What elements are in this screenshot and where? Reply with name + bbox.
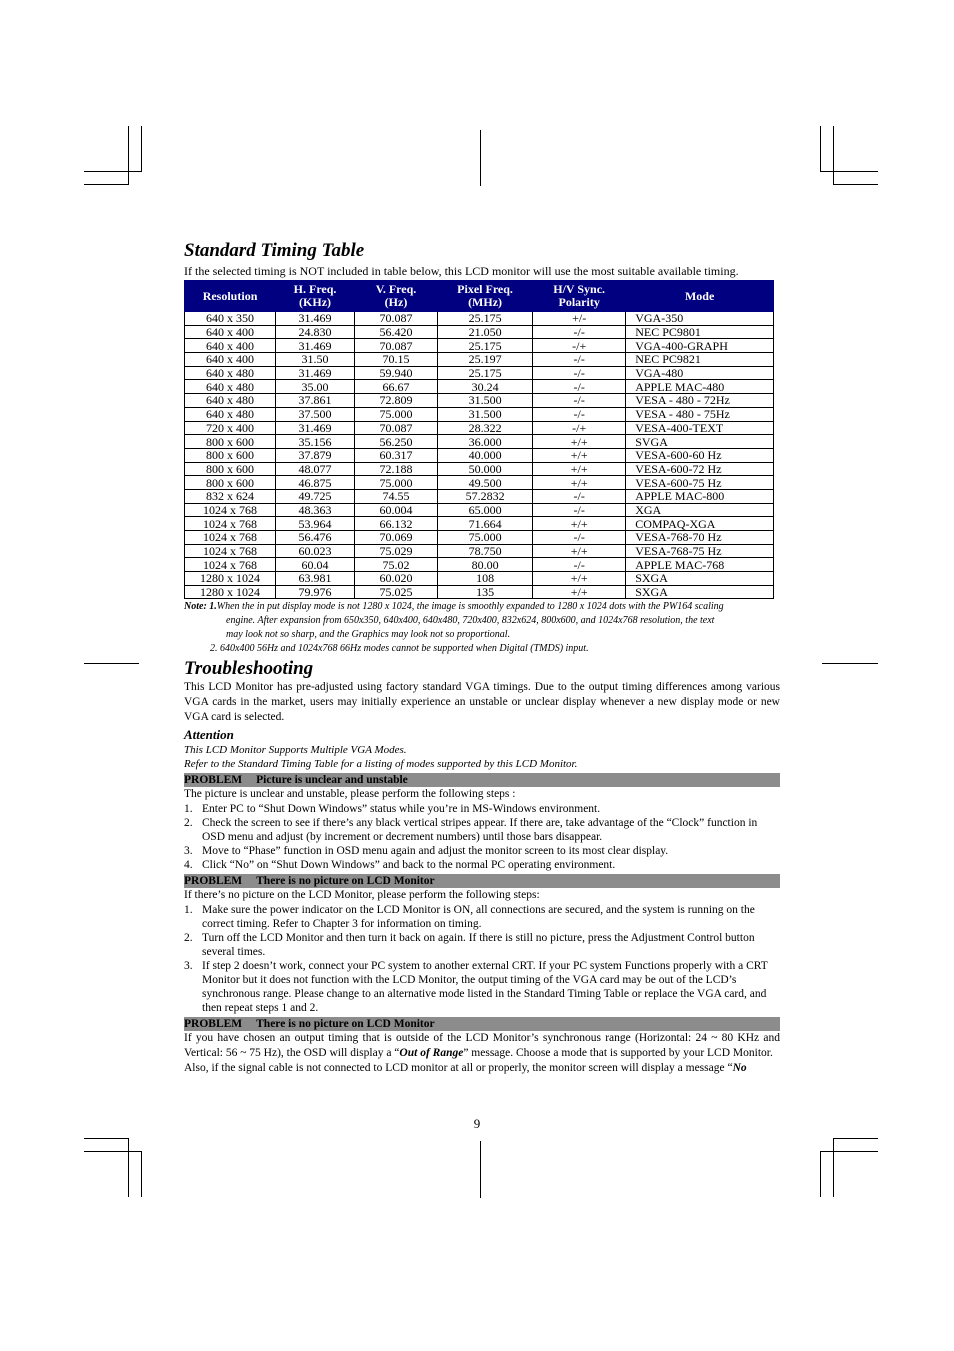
table-cell: 35.00 (276, 380, 355, 394)
problem-title: There is no picture on LCD Monitor (256, 1018, 435, 1031)
column-header-line: H. Freq. (293, 282, 337, 296)
table-cell: 36.000 (438, 435, 533, 449)
table-cell: 31.50 (276, 353, 355, 367)
problem-intro: The picture is unclear and unstable, please perform the following steps : (184, 788, 516, 801)
table-cell: VESA-400-TEXT (626, 421, 774, 435)
table-cell: 720 x 400 (185, 421, 276, 435)
list-item (184, 903, 780, 931)
table-cell: -/- (533, 489, 626, 503)
problem-paragraph-2 (184, 1061, 780, 1076)
table-cell: 640 x 480 (185, 380, 276, 394)
table-row (185, 462, 774, 476)
table-cell: VGA-350 (626, 312, 774, 326)
crop-mark (833, 184, 878, 185)
table-row (185, 531, 774, 545)
timing-intro: If the selected timing is NOT included in table below, this LCD monitor will use the most suitable available timing. (184, 264, 739, 278)
step-text: Enter PC to “Shut Down Windows” status while you’re in MS-Windows environment. (202, 803, 601, 816)
note-1-line-3: may look not so sharp, and the Graphics may look not so proportional. (226, 629, 511, 641)
table-cell: -/- (533, 366, 626, 380)
column-header-line: H/V Sync. (553, 282, 606, 296)
column-header (276, 281, 355, 312)
table-cell: 31.469 (276, 421, 355, 435)
table-cell: 28.322 (438, 421, 533, 435)
note-2: 2. 640x400 56Hz and 1024x768 66Hz modes cannot be supported when Digital (TMDS) input. (210, 643, 589, 655)
table-cell: 75.029 (355, 544, 438, 558)
table-cell: APPLE MAC-768 (626, 558, 774, 572)
problem-title: Picture is unclear and unstable (256, 774, 408, 787)
text-segment: ” message. Choose a mode that is supported by your LCD Monitor. (463, 1047, 773, 1060)
table-cell: -/- (533, 380, 626, 394)
step-text: Check the screen to see if there’s any black vertical stripes appear. If there are, take advantage of the “Clock” function in OSD menu and adjust (by increment or decrement numbers) until those bars disappear. (202, 817, 758, 844)
table-cell: 50.000 (438, 462, 533, 476)
table-cell: 80.00 (438, 558, 533, 572)
table-cell: -/- (533, 394, 626, 408)
table-cell: 108 (438, 572, 533, 586)
table-cell: 70.069 (355, 531, 438, 545)
table-cell: XGA (626, 503, 774, 517)
list-item (184, 959, 780, 1015)
table-cell: 60.020 (355, 572, 438, 586)
column-header-unit: (KHz) (299, 295, 332, 309)
table-cell: VGA-480 (626, 366, 774, 380)
problem-title: There is no picture on LCD Monitor (256, 875, 435, 888)
step-number: 1. (184, 803, 193, 816)
crop-mark (84, 184, 129, 185)
table-cell: 40.000 (438, 448, 533, 462)
table-cell: 49.725 (276, 489, 355, 503)
table-cell: 31.500 (438, 407, 533, 421)
table-cell: 53.964 (276, 517, 355, 531)
table-cell: 1280 x 1024 (185, 585, 276, 599)
table-cell: 72.188 (355, 462, 438, 476)
table-cell: 640 x 480 (185, 407, 276, 421)
column-header-unit: (Hz) (384, 295, 408, 309)
list-item (184, 802, 780, 816)
table-cell: 800 x 600 (185, 448, 276, 462)
crop-mark (141, 1151, 142, 1197)
table-cell: 65.000 (438, 503, 533, 517)
table-cell: 1280 x 1024 (185, 572, 276, 586)
table-cell: 25.197 (438, 353, 533, 367)
crop-mark (833, 1138, 878, 1139)
table-cell: SXGA (626, 585, 774, 599)
table-row (185, 572, 774, 586)
table-row (185, 394, 774, 408)
table-cell: 74.55 (355, 489, 438, 503)
table-cell: COMPAQ-XGA (626, 517, 774, 531)
table-cell: 75.02 (355, 558, 438, 572)
table-row (185, 407, 774, 421)
attention-title: Attention (184, 727, 234, 743)
table-cell: 37.861 (276, 394, 355, 408)
table-cell: 1024 x 768 (185, 517, 276, 531)
table-cell: 800 x 600 (185, 435, 276, 449)
problem-header (184, 773, 780, 787)
crop-mark (833, 126, 834, 185)
list-item (184, 858, 780, 872)
table-cell: 75.000 (355, 407, 438, 421)
table-cell: NEC PC9801 (626, 325, 774, 339)
table-cell: VESA-600-72 Hz (626, 462, 774, 476)
table-row (185, 366, 774, 380)
step-number: 4. (184, 859, 193, 872)
table-cell: 70.087 (355, 339, 438, 353)
table-cell: -/- (533, 558, 626, 572)
problem-paragraph-1 (184, 1031, 780, 1061)
crop-mark (820, 1151, 878, 1152)
table-cell: 1024 x 768 (185, 531, 276, 545)
table-cell: APPLE MAC-480 (626, 380, 774, 394)
note-label: Note: 1. (184, 601, 217, 613)
table-cell: 60.023 (276, 544, 355, 558)
step-text: Turn off the LCD Monitor and then turn it back on again. If there is still no picture, press the Adjustment Control button several times. (202, 932, 755, 959)
table-cell: 70.087 (355, 312, 438, 326)
page-number: 9 (473, 1116, 481, 1131)
table-cell: 56.420 (355, 325, 438, 339)
step-number: 3. (184, 960, 193, 973)
table-notes (184, 600, 780, 656)
problem-steps (184, 903, 780, 1015)
table-row (185, 421, 774, 435)
page-content (184, 240, 780, 1076)
table-cell: -/+ (533, 421, 626, 435)
table-cell: VGA-400-GRAPH (626, 339, 774, 353)
list-item (184, 931, 780, 959)
timing-table-title: Standard Timing Table (184, 240, 365, 261)
table-cell: 37.500 (276, 407, 355, 421)
step-text: Move to “Phase” function in OSD menu again and adjust the monitor screen to its most clear display. (202, 845, 669, 858)
crop-mark (480, 130, 481, 186)
table-row (185, 339, 774, 353)
table-cell: 31.469 (276, 312, 355, 326)
table-cell: +/+ (533, 476, 626, 490)
table-row (185, 448, 774, 462)
table-cell: 78.750 (438, 544, 533, 558)
table-cell: 640 x 480 (185, 366, 276, 380)
table-cell: -/- (533, 531, 626, 545)
crop-mark (84, 1151, 142, 1152)
table-cell: 79.976 (276, 585, 355, 599)
crop-mark (84, 663, 139, 664)
text-segment: If you have chosen an output timing that is outside of the LCD Monitor’s synchronous range (Horizontal: 24 ~ 80 KHz and Vertical: 56 ~ 75 Hz), the OSD will display a “ (184, 1032, 780, 1060)
table-row (185, 312, 774, 326)
problem-label: PROBLEM (184, 774, 243, 787)
table-cell: -/- (533, 407, 626, 421)
step-number: 1. (184, 904, 193, 917)
no-signal-text: No (732, 1062, 747, 1075)
table-cell: +/+ (533, 585, 626, 599)
column-header (355, 281, 438, 312)
column-header-line: Pixel Freq. (457, 282, 513, 296)
step-text: Make sure the power indicator on the LCD Monitor is ON, all connections are secured, and the system is running on the correct timing. Refer to Chapter 3 for information on timing. (202, 904, 755, 931)
column-header (185, 281, 276, 312)
table-cell: VESA-768-70 Hz (626, 531, 774, 545)
table-cell: 640 x 400 (185, 339, 276, 353)
table-cell: 70.087 (355, 421, 438, 435)
table-row (185, 380, 774, 394)
crop-mark (822, 663, 878, 664)
table-body (185, 312, 774, 599)
table-cell: 640 x 400 (185, 353, 276, 367)
table-cell: 35.156 (276, 435, 355, 449)
table-cell: SXGA (626, 572, 774, 586)
table-row (185, 558, 774, 572)
table-row (185, 503, 774, 517)
table-cell: -/- (533, 503, 626, 517)
column-header (533, 281, 626, 312)
crop-mark (128, 1138, 129, 1197)
table-row (185, 435, 774, 449)
list-item (184, 844, 780, 858)
crop-mark (480, 1141, 481, 1198)
table-cell: 59.940 (355, 366, 438, 380)
table-cell: +/+ (533, 435, 626, 449)
problem-header (184, 1017, 780, 1031)
table-cell: 31.500 (438, 394, 533, 408)
table-row (185, 476, 774, 490)
table-cell: VESA - 480 - 72Hz (626, 394, 774, 408)
column-header-line: Resolution (202, 288, 258, 303)
note-1-line-1: When the in put display mode is not 1280 x 1024, the image is smoothly expanded to 1280 x 1024 dots with the PW164 scaling (216, 601, 724, 613)
attention-line-1: This LCD Monitor Supports Multiple VGA Modes. (184, 744, 407, 757)
table-row (185, 544, 774, 558)
table-cell: -/+ (533, 339, 626, 353)
crop-mark (833, 1138, 834, 1197)
table-cell: VESA - 480 - 75Hz (626, 407, 774, 421)
table-row (185, 353, 774, 367)
text-segment: Also, if the signal cable is not connected to LCD monitor at all or properly, the monitor screen will display a message “ (184, 1062, 733, 1075)
table-cell: 640 x 400 (185, 325, 276, 339)
table-cell: 72.809 (355, 394, 438, 408)
column-header (438, 281, 533, 312)
table-cell: 60.317 (355, 448, 438, 462)
crop-mark (820, 171, 878, 172)
table-cell: 56.476 (276, 531, 355, 545)
table-cell: VESA-600-60 Hz (626, 448, 774, 462)
table-cell: 31.469 (276, 339, 355, 353)
column-header-unit: (MHz) (468, 295, 503, 309)
table-cell: 800 x 600 (185, 462, 276, 476)
table-cell: 21.050 (438, 325, 533, 339)
table-cell: +/- (533, 312, 626, 326)
crop-mark (141, 126, 142, 172)
table-cell: 1024 x 768 (185, 544, 276, 558)
table-cell: 66.132 (355, 517, 438, 531)
table-cell: 1024 x 768 (185, 503, 276, 517)
table-cell: 75.000 (438, 531, 533, 545)
step-number: 3. (184, 845, 193, 858)
table-cell: +/+ (533, 572, 626, 586)
table-cell: 48.077 (276, 462, 355, 476)
step-number: 2. (184, 817, 193, 830)
crop-mark (84, 171, 142, 172)
table-cell: 31.469 (276, 366, 355, 380)
table-cell: VESA-600-75 Hz (626, 476, 774, 490)
problem-label: PROBLEM (184, 875, 243, 888)
table-cell: 49.500 (438, 476, 533, 490)
table-cell: 640 x 350 (185, 312, 276, 326)
crop-mark (128, 126, 129, 185)
table-row (185, 517, 774, 531)
table-cell: +/+ (533, 544, 626, 558)
table-cell: 46.875 (276, 476, 355, 490)
table-cell: 71.664 (438, 517, 533, 531)
problem-label: PROBLEM (184, 1018, 243, 1031)
table-cell: 37.879 (276, 448, 355, 462)
column-header-line: V. Freq. (375, 282, 417, 296)
table-cell: 640 x 480 (185, 394, 276, 408)
crop-mark (84, 1138, 129, 1139)
table-cell: 30.24 (438, 380, 533, 394)
table-cell: 60.004 (355, 503, 438, 517)
out-of-range-text: Out of Range (399, 1047, 464, 1060)
step-number: 2. (184, 932, 193, 945)
table-cell: 75.025 (355, 585, 438, 599)
table-cell: NEC PC9821 (626, 353, 774, 367)
table-cell: 70.15 (355, 353, 438, 367)
table-cell: 135 (438, 585, 533, 599)
crop-mark (820, 126, 821, 172)
list-item (184, 816, 780, 844)
table-cell: 25.175 (438, 366, 533, 380)
table-cell: -/- (533, 353, 626, 367)
troubleshooting-title: Troubleshooting (184, 658, 314, 680)
table-cell: 25.175 (438, 312, 533, 326)
table-cell: 66.67 (355, 380, 438, 394)
table-cell: 56.250 (355, 435, 438, 449)
problem-header (184, 874, 780, 888)
table-cell: 24.830 (276, 325, 355, 339)
table-cell: +/+ (533, 517, 626, 531)
table-row (185, 325, 774, 339)
attention-line-2: Refer to the Standard Timing Table for a listing of modes supported by this LCD Monitor. (184, 758, 578, 771)
table-cell: +/+ (533, 462, 626, 476)
table-cell: 63.981 (276, 572, 355, 586)
column-header-line: Mode (684, 288, 715, 303)
problem-steps (184, 802, 780, 872)
step-text: If step 2 doesn’t work, connect your PC system to another external CRT. If your PC system Functions properly with a CRT Monitor but it does not function with the LCD Monitor, the output timing of the VGA card may be out of the LCD’s synchronous range. Please change to an alternative mode listed in the Standard Timing Table or replace the VGA card, and then repeat steps 1 and 2. (202, 960, 768, 1015)
table-header-row (185, 281, 774, 312)
note-1-line-2: engine. After expansion from 650x350, 640x400, 640x480, 720x400, 832x624, 800x600, and 1024x768 resolution, the text (226, 615, 715, 627)
table-row (185, 585, 774, 599)
problem-intro: If there’s no picture on the LCD Monitor, please perform the following steps: (184, 889, 540, 902)
table-cell: 25.175 (438, 339, 533, 353)
standard-timing-table (184, 280, 774, 599)
step-text: Click “No” on “Shut Down Windows” and back to the normal PC operating environment. (202, 859, 616, 872)
table-cell: +/+ (533, 448, 626, 462)
table-cell: APPLE MAC-800 (626, 489, 774, 503)
table-cell: 800 x 600 (185, 476, 276, 490)
table-cell: 1024 x 768 (185, 558, 276, 572)
table-cell: VESA-768-75 Hz (626, 544, 774, 558)
crop-mark (820, 1151, 821, 1197)
table-cell: 48.363 (276, 503, 355, 517)
table-cell: 60.04 (276, 558, 355, 572)
troubleshooting-intro: This LCD Monitor has pre-adjusted using factory standard VGA timings. Due to the output timing differences among various VGA cards in the market, users may initially experience an unstable or unclear display whenever a new display mode or new VGA card is selected. (184, 681, 780, 724)
table-cell: -/- (533, 325, 626, 339)
table-row (185, 489, 774, 503)
table-cell: 57.2832 (438, 489, 533, 503)
column-header (626, 281, 774, 312)
table-cell: 75.000 (355, 476, 438, 490)
column-header-unit: Polarity (558, 295, 600, 309)
table-cell: SVGA (626, 435, 774, 449)
table-cell: 832 x 624 (185, 489, 276, 503)
